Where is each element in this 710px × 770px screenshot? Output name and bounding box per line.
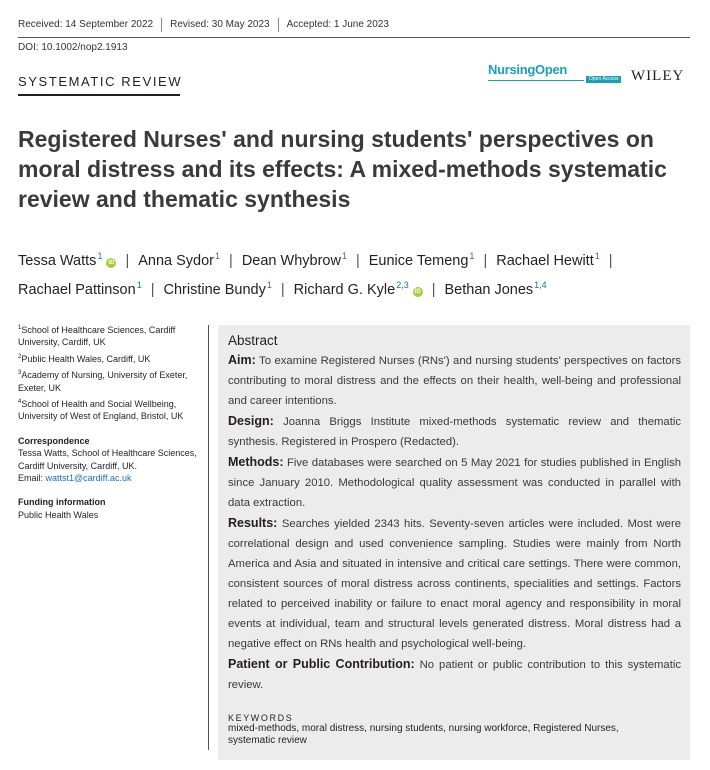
open-access-badge: Open Access xyxy=(586,76,621,83)
affiliation-item xyxy=(18,367,203,394)
author-affiliation-marker: 1 xyxy=(136,280,142,290)
affiliation-number: 4 xyxy=(18,399,22,406)
orcid-icon[interactable]: iD xyxy=(414,289,421,295)
abstract-section xyxy=(228,513,681,654)
author-affiliation-marker: 1 xyxy=(215,251,221,261)
received-date: Received: 14 September 2022 xyxy=(18,19,154,30)
journal-logo: NursingOpen xyxy=(488,62,568,77)
author-name[interactable] xyxy=(496,253,600,269)
email-link[interactable]: wattst1@cardiff.ac.uk xyxy=(45,473,132,484)
author-separator: | xyxy=(280,282,285,298)
author-name[interactable] xyxy=(18,253,116,269)
affiliations xyxy=(18,322,203,423)
header-rule xyxy=(18,37,690,38)
funding-heading: Funding information xyxy=(18,497,106,508)
affiliation-number: 1 xyxy=(18,325,22,331)
author-name-text: Christine Bundy xyxy=(163,282,266,298)
abstract-section-text: No patient or public contribution to this systematic review. xyxy=(228,659,681,691)
author-name-text: Rachael Pattinson xyxy=(18,282,136,298)
author-affiliation-marker: 1 xyxy=(266,280,272,290)
journal-logo-underline xyxy=(488,80,584,81)
correspondence-email xyxy=(18,472,203,484)
abstract-section-text: Joanna Briggs Institute mixed-methods systematic review and thematic synthesis. Registered in Prospero (Redacted). xyxy=(228,416,681,448)
author-separator: | xyxy=(431,282,436,298)
author-name-text: Richard G. Kyle xyxy=(293,282,396,298)
affiliation-text: School of Healthcare Sciences, Cardiff University, Cardiff, UK xyxy=(18,325,176,348)
author-name[interactable] xyxy=(163,282,271,298)
doi[interactable]: DOI: 10.1002/nop2.1913 xyxy=(18,42,128,53)
author-separator: | xyxy=(229,253,233,269)
affiliation-text: Academy of Nursing, University of Exeter, Exeter, UK xyxy=(18,370,188,393)
affiliation-number: 2 xyxy=(18,353,22,360)
author-name[interactable] xyxy=(294,282,423,298)
email-label: Email: xyxy=(18,473,46,484)
abstract-section-label: Methods: xyxy=(228,455,284,469)
author-name[interactable] xyxy=(242,253,347,269)
author-name-text: Eunice Temeng xyxy=(368,253,469,269)
abstract-section-label: Aim: xyxy=(228,353,256,367)
funding-text: Public Health Wales xyxy=(18,509,99,520)
correspondence-heading: Correspondence xyxy=(18,435,90,446)
affiliation-text: School of Health and Social Wellbeing, University of West of England, Bristol, UK xyxy=(18,399,184,422)
correspondence-text: Tessa Watts, School of Healthcare Sciences, Cardiff University, Cardiff, UK. xyxy=(18,448,197,471)
section-label: SYSTEMATIC REVIEW xyxy=(18,74,183,89)
author-separator: | xyxy=(125,253,130,269)
author-affiliation-marker: 1 xyxy=(97,251,103,261)
affiliation-item xyxy=(18,322,203,349)
abstract-box xyxy=(218,325,690,760)
author-name[interactable] xyxy=(138,253,220,269)
author-affiliation-marker: 1 xyxy=(341,251,347,261)
author-name[interactable] xyxy=(444,282,546,298)
affiliation-item xyxy=(18,351,203,365)
abstract-section-text: Five databases were searched on 5 May 2021 for studies published in English since January 2010. Methodological quality assessment was conducted in parallel with data extraction. xyxy=(228,457,682,509)
author-affiliation-marker: 1 xyxy=(594,251,600,261)
section-rule xyxy=(18,94,180,96)
abstract-section-text: Searches yielded 2343 hits. Seventy-seven articles were included. Most were correlational design and used convenience sampling. Studies were mainly from North America and Asia and situated in intensive and critical care settings. There were common, consistent sources of moral distress across continents, specialities and settings. Factors related to perceived inability or failure to enact moral agency and responsibility in moral events at individual, team and structural levels generated distress. Moral distress had a negative effect on RNs health and psychological well-being. xyxy=(228,518,681,650)
affiliation-number: 3 xyxy=(18,370,22,377)
article-sidebar xyxy=(18,322,203,521)
keywords: mixed-methods, moral distress, nursing students, nursing workforce, Registered Nurses, systematic review xyxy=(228,723,619,746)
accepted-date: Accepted: 1 June 2023 xyxy=(278,18,397,32)
article-dates xyxy=(18,18,397,32)
author-separator: | xyxy=(483,253,488,269)
author-separator: | xyxy=(150,282,155,298)
article-title: Registered Nurses' and nursing students' perspectives on moral distress and its effects: A mixed-methods systematic review and thematic synthesis xyxy=(18,126,667,212)
author-separator: | xyxy=(355,253,360,269)
affiliation-item xyxy=(18,396,203,423)
author-name-text: Bethan Jones xyxy=(444,282,534,298)
abstract-section xyxy=(228,452,681,513)
abstract-section-label: Results: xyxy=(228,516,278,530)
author-separator: | xyxy=(608,253,613,269)
abstract-sections xyxy=(228,350,681,695)
author-name-text: Anna Sydor xyxy=(138,253,215,269)
orcid-icon[interactable]: iD xyxy=(108,260,115,266)
revised-date: Revised: 30 May 2023 xyxy=(161,18,278,32)
abstract-section-label: Patient or Public Contribution: xyxy=(228,657,415,671)
abstract-heading: Abstract xyxy=(228,333,278,348)
abstract-section xyxy=(228,411,681,452)
abstract-section xyxy=(228,654,681,695)
author-name-text: Rachael Hewitt xyxy=(496,253,594,269)
author-name[interactable] xyxy=(18,282,142,298)
abstract-section-label: Design: xyxy=(228,414,274,428)
abstract-section-text: To examine Registered Nurses (RNs') and nursing students' perspectives on factors contributing to moral distress and the effects on their health, well-being and professional and career intentions. xyxy=(228,355,681,407)
author-affiliation-marker: 1,4 xyxy=(534,280,547,290)
author-affiliation-marker: 1 xyxy=(469,251,475,261)
author-affiliation-marker: 2,3 xyxy=(396,280,409,290)
author-name[interactable] xyxy=(369,253,475,269)
column-divider xyxy=(208,325,209,750)
author-list xyxy=(18,244,698,302)
publisher-logo: WILEY xyxy=(631,68,685,84)
author-name-text: Dean Whybrow xyxy=(241,253,341,269)
keywords-heading: KEYWORDS xyxy=(228,713,294,723)
affiliation-text: Public Health Wales, Cardiff, UK xyxy=(21,353,151,364)
abstract-section xyxy=(228,350,681,411)
author-name-text: Tessa Watts xyxy=(18,253,97,269)
